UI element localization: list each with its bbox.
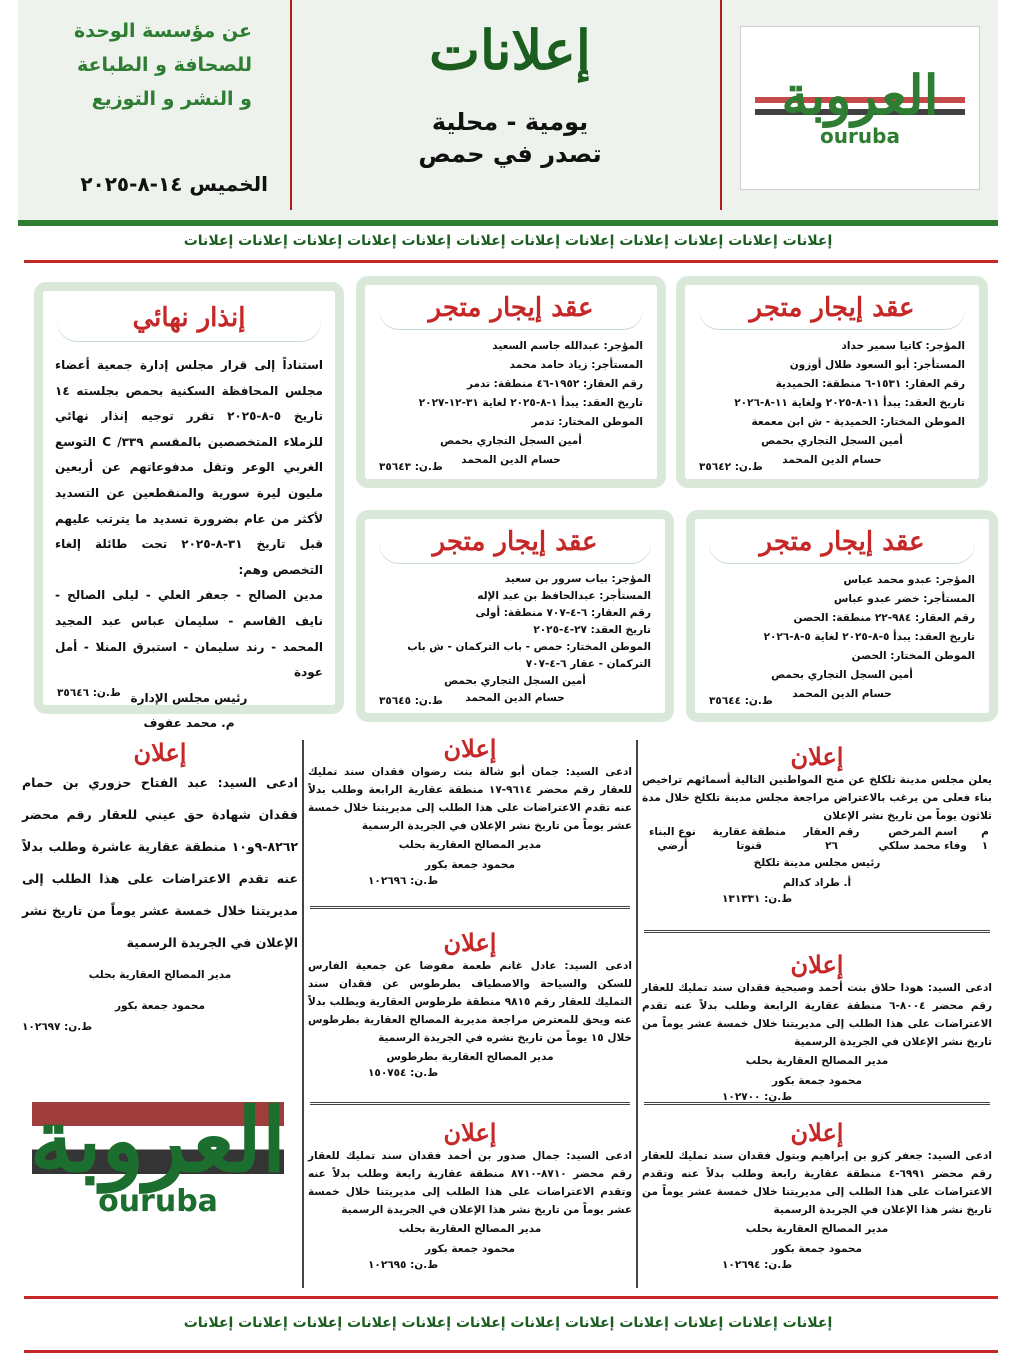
reference-number: ط.ن: ١٣١٣٣١ (722, 893, 793, 905)
card-registry: أمين السجل التجاري بحمص (440, 435, 582, 447)
announcement (642, 1118, 992, 1271)
announcement-body: ادعى السيد: هودا حلاق بنت أحمد وصبحية فقدان سند تمليك للعقار رقم محضر ٨٠٠٤-٦ منطقة عقارية الرابعة وطلب بدلاً عنه تقدم الاعتراضات على هذا الطلب إلى مديريتنا خلال خمسة عشر يوماً من تاريخ نشر الإعلان في الجريدة الرسمية (642, 982, 992, 1048)
ads-banner-strip: إعلانات إعلانات إعلانات إعلانات إعلانات إعلانات إعلانات إعلانات إعلانات إعلانات إعلانات إعلانات (183, 1315, 833, 1331)
warning-body (55, 353, 323, 737)
reference-number: ط.ن: ١٠٢٦٩٦ (368, 875, 439, 887)
announcement-body: ادعى السيد: عبد الفتاح حزوري بن حمام فقدان شهادة حق عيني للعقار رقم محضر ٨٢٦٢-٩و١٠ منطقة عقارية عاشرة وطلب بدلاً عنه تقدم الاعتراضات على هذا الطلب إلى مديريتنا خلال خمسة عشر يوماً من تاريخ نشر الإعلان في الجريدة الرسمية (22, 775, 298, 950)
rental-ad-card (356, 276, 666, 488)
header-divider-right (720, 0, 722, 210)
card-line: المؤجر: كاتيا سمير حداد (841, 340, 965, 352)
separator (644, 930, 990, 933)
reference-number: ط.ن: ٣٥٦٤٣ (379, 461, 443, 473)
card-signer: حسام الدين المحمد (465, 692, 565, 704)
publisher-info (32, 14, 252, 116)
announcement-signer-title: مدير المصالح العقارية بحلب (398, 839, 542, 851)
divider-red (24, 260, 998, 263)
announcement-signer-title: مدير المصالح العقارية بحلب (745, 1055, 889, 1067)
separator (310, 906, 630, 909)
reference-number: ط.ن: ١٥٠٧٥٤ (368, 1067, 439, 1079)
table-header-row (642, 825, 992, 839)
card-line: المؤجر: بياب سرور بن سعيد (504, 573, 651, 585)
card-line: رقم العقار: ١٩٥٢-٤٦ منطقة: تدمر (466, 378, 643, 390)
table-header: اسم المرخص (888, 826, 958, 838)
card-line: المؤجر: عبدالله جاسم السعيد (492, 340, 643, 352)
announcement-title: إعلان (790, 1118, 844, 1147)
announcement-body: ادعى السيد: عادل غانم طعمة مفوضا عن جمعية الفارس للسكن والسياحة والاصطياف بطرطوس عن فقدان سند التمليك للعقار رقم ٩٨١٥ منطقة طرطوس العقارية ويطلب بدلاً عنه ويحق للمعترض مراجعة مديرية المصالح العقارية بطرطوس خلال ١٥ يوماً من تاريخ نشره في الجريدة الرسمية (308, 960, 632, 1044)
table-header: نوع البناء (649, 826, 696, 838)
publisher-line: و النشر و التوزيع (91, 88, 252, 110)
announcement-body: ادعى السيد: جمال صدور بن أحمد فقدان سند تمليك للعقار رقم محضر ٨٧١٠-٨٧١٠ منطقة عقارية رابعة وطلب بدلاً عنه وتقدم الاعتراضات على هذا الطلب إلى مديريتنا خلال خمسة عشر يوماً من تاريخ نشر هذا الإعلان في الجريدة الرسمية (308, 1150, 632, 1216)
warning-sign-title: رئيس مجلس الإدارة (130, 690, 248, 705)
rental-ad-card (686, 510, 998, 722)
divider-red (24, 1296, 998, 1299)
reference-number: ط.ن: ١٠٢٦٩٤ (722, 1259, 793, 1271)
masthead-logo (740, 26, 980, 190)
card-line: الموطن المختار: الحصن (851, 650, 975, 662)
reference-number: ط.ن: ٣٥٦٤٥ (379, 695, 443, 707)
bottom-logo (24, 1052, 292, 1262)
announcement-body: ادعى السيد: جمان أبو شالة بنت رضوان فقدان سند تمليك للعقار رقم محضر ٩٦١٤-١٧ منطقة عقارية الرابعة وطلب بدلاً عنه تقدم الاعتراضات على هذا الطلب إلى مديريتنا خلال خمسة عشر يوماً من تاريخ نشر الإعلان في الجريدة الرسمية (308, 766, 632, 832)
logo-wordmark: العروبة (29, 1087, 287, 1192)
card-signer: حسام الدين المحمد (461, 454, 561, 466)
logo-wordmark: العروبة (781, 63, 939, 127)
header-divider-left (290, 0, 292, 210)
announcement-signer-name: محمود جمعة بكور (115, 1000, 205, 1012)
card-title: عقد إيجار متجر (699, 287, 965, 329)
table-cell: وفاء محمد سلكي (878, 840, 967, 852)
table-cell: أرضي (657, 840, 688, 852)
card-line: الموطن المختار: حمص - باب التركمان - ش باب التركمان - عقار ٦-٤-٧٠٧ (407, 641, 651, 670)
subtitle-location: تصدر في حمص (418, 140, 602, 168)
subtitle-frequency: يومية - محلية (431, 108, 589, 136)
announcement-signer-name: محمود جمعة بكور (772, 1243, 862, 1255)
announcement (308, 734, 632, 887)
announcement-signer-title: مدير المصالح العقارية بحلب (88, 969, 232, 981)
announcement-signer-name: محمود جمعة بكور (425, 859, 515, 871)
announcement (642, 950, 992, 1103)
card-line: رقم العقار: ٦-٤-٧٠٧ منطقة: أولى (475, 607, 651, 619)
rental-ad-card (676, 276, 988, 488)
card-body (379, 337, 643, 470)
publisher-line: عن مؤسسة الوحدة (74, 20, 252, 42)
card-body (709, 571, 975, 704)
logo-latin: ouruba (820, 124, 900, 148)
divider-red (24, 1350, 998, 1353)
announcement (308, 1118, 632, 1271)
table-cell: ٢٦ (825, 840, 838, 852)
announcement-signer-name: محمود جمعة بكور (772, 1075, 862, 1087)
announcement-signer-title: مدير المصالح العقارية بطرطوس (386, 1051, 554, 1063)
reference-number: ط.ن: ١٠٢٦٩٥ (368, 1259, 439, 1271)
card-signer: حسام الدين المحمد (782, 454, 882, 466)
card-line: تاريخ العقد: يبدأ ٥-٨-٢٠٢٥ لغاية ٥-٨-٢٠٢٦ (763, 631, 975, 643)
permits-table (642, 825, 992, 853)
card-line: الموطن المختار: الحميدية - ش ابن معمعة (751, 416, 965, 428)
card-title: إنذار نهائي (57, 295, 321, 341)
announcement-title: إعلان (790, 950, 844, 979)
table-header: رقم العقار (803, 826, 860, 838)
table-cell: قنوتا (736, 840, 763, 852)
card-title: عقد إيجار متجر (709, 521, 975, 563)
card-registry: أمين السجل التجاري بحمص (444, 675, 586, 687)
card-signer: حسام الدين المحمد (792, 688, 892, 700)
publisher-line: للصحافة و الطباعة (77, 54, 252, 76)
final-warning-card (34, 282, 344, 731)
reference-number: ط.ن: ٣٥٦٤٢ (699, 461, 763, 473)
card-body (699, 337, 965, 470)
page-title: إعلانات (429, 18, 591, 82)
reference-number: ط.ن: ١٠٢٧٠٠ (722, 1091, 793, 1103)
announcement-title: إعلان (790, 742, 844, 771)
card-body (379, 571, 651, 707)
logo-latin: ouruba (98, 1183, 218, 1219)
card-line: المستأجر: خضر عبدو عباس (833, 593, 975, 605)
card-line: المؤجر: عبدو محمد عباس (843, 574, 975, 586)
announcement (22, 738, 298, 1033)
announcement-signer-title: رئيس مجلس مدينة تلكلخ (753, 857, 881, 869)
card-line: تاريخ العقد: ٢٧-٤-٢٠٢٥ (533, 624, 651, 636)
separator (644, 1102, 990, 1105)
card-registry: أمين السجل التجاري بحمص (761, 435, 903, 447)
table-header: م (981, 826, 989, 838)
card-line: رقم العقار: ١٥٣١-٦ منطقة: الحميدية (775, 378, 965, 390)
warning-names: مدين الصالح - جعفر العلي - ليلى الصالح - نايف القاسم - سليمان عباس عبد المجيد المحمد - رند سليمان - استبرق المنلا - أمل عودة (55, 588, 323, 680)
card-title: عقد إيجار متجر (379, 287, 643, 329)
table-header: منطقة عقارية (712, 826, 787, 838)
announcement-title: إعلان (133, 738, 187, 767)
announcement-body: يعلن مجلس مدينة تلكلخ عن منح المواطنين التالية أسمائهم تراخيص بناء فعلى من يرغب بالاعتراض مراجعة مجلس مدينة تلكلخ خلال مدة ثلاثون يوماً من تاريخ نشر الإعلان (642, 774, 992, 822)
announcement-signer-title: مدير المصالح العقارية بحلب (745, 1223, 889, 1235)
card-line: المستأجر: عبدالحافظ بن عبد الإله (477, 590, 651, 602)
warning-sign-name: م. محمد عفوف (143, 716, 235, 731)
table-cell: ١ (981, 840, 989, 852)
card-line: رقم العقار: ٩٨٤-٢٢ منطقة: الحصن (793, 612, 975, 624)
card-registry: أمين السجل التجاري بحمص (771, 669, 913, 681)
card-line: تاريخ العقد: يبدأ ١١-٨-٢٠٢٥ ولغاية ١١-٨-٢٠٢٦ (734, 397, 965, 409)
card-title: عقد إيجار متجر (379, 521, 651, 563)
column-divider (636, 740, 638, 1288)
announcement-body: ادعى السيد: جعفر كزو بن إبراهيم وبتول فقدان سند تمليك للعقار رقم محضر ٦٩٩١-٤ منطقة عقارية رابعة وطلب بدلاً عنه وتقدم الاعتراضات على هذا الطلب إلى مديريتنا خلال خمسة عشر يوماً من تاريخ نشر هذا الإعلان في الجريدة الرسمية (642, 1150, 992, 1216)
reference-number: ط.ن: ١٠٢٦٩٧ (22, 1021, 93, 1033)
announcement-title: إعلان (443, 734, 497, 763)
table-row (642, 839, 992, 853)
announcement-signer-name: محمود جمعة بكور (425, 1243, 515, 1255)
card-line: الموطن المختار: تدمر (531, 416, 643, 428)
separator (310, 1102, 630, 1105)
announcement (308, 928, 632, 1079)
card-line: تاريخ العقد: يبدأ ١-٨-٢٠٢٥ لغاية ٣١-١٢-٢٠٢٧ (418, 397, 643, 409)
issue-date: الخميس ١٤-٨-٢٠٢٥ (80, 172, 268, 196)
reference-number: ط.ن: ٣٥٦٤٤ (709, 695, 773, 707)
card-line: المستأجر: زياد حامد محمد (509, 359, 643, 371)
warning-text: استناداً إلى قرار مجلس إدارة جمعية أعضاء مجلس المحافظة السكنية بحمص بجلسته ١٤ تاريخ ٥-٨-٢٠٢٥ تقرر توجيه إنذار نهائي للزملاء المتخصصين بالمقسم ٣٣٩/ C التوسع الغربي الوعر وتقل مدفوعاتهم عن أربعين مليون ليرة سورية والمنقطعين عن التسديد لأكثر من عام بضرورة تسديد ما يترتب عليهم قبل تاريخ ٣١-٨-٢٠٢٥ تحت طائلة إلغاء التخصص وهم: (55, 358, 324, 577)
ads-banner-strip: إعلانات إعلانات إعلانات إعلانات إعلانات إعلانات إعلانات إعلانات إعلانات إعلانات إعلانات إعلانات (183, 233, 833, 249)
announcement-signer-name: أ. طراد كدالم (782, 877, 852, 889)
announcement-title: إعلان (443, 928, 497, 957)
announcement-title: إعلان (443, 1118, 497, 1147)
announcement (642, 742, 992, 905)
card-line: المستأجر: أبو السعود طلال أوزون (789, 359, 965, 371)
reference-number: ط.ن: ٣٥٦٤٦ (57, 687, 121, 699)
announcement-signer-title: مدير المصالح العقارية بحلب (398, 1223, 542, 1235)
rental-ad-card (356, 510, 674, 722)
column-divider (302, 740, 304, 1288)
